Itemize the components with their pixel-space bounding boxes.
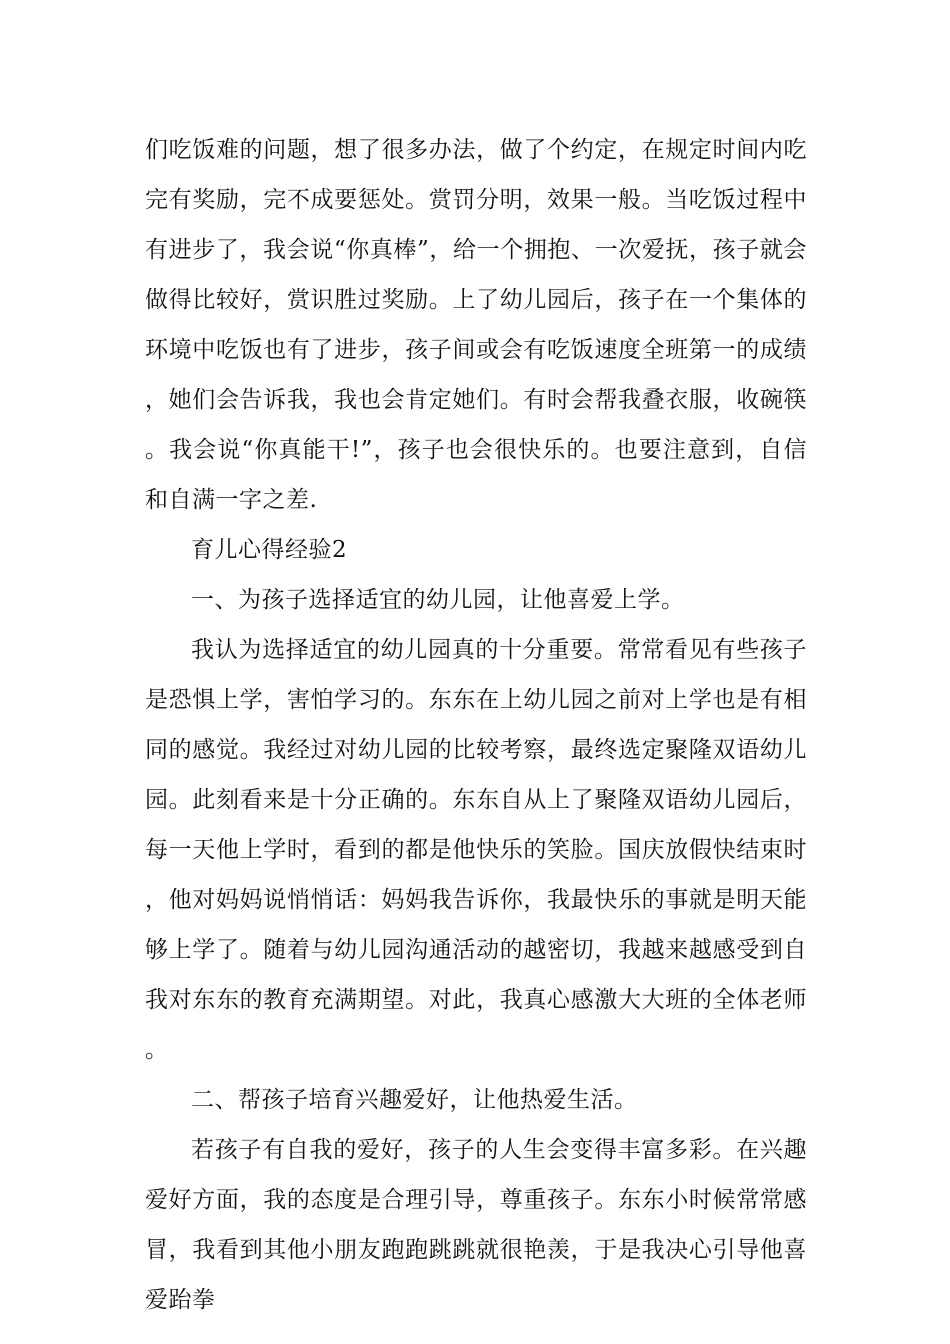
- body-paragraph-1: 们吃饭难的问题，想了很多办法，做了个约定，在规定时间内吃完有奖励，完不成要惩处。赏罚分明，效果一般。当吃饭过程中有进步了，我会说“你真棒”，给一个拥抱、一次爱抚，孩子就会做得比较好，赏识胜过奖励。上了幼儿园后，孩子在一个集体的环境中吃饭也有了进步，孩子间或会有吃饭速度全班第一的成绩，她们会告诉我，我也会肯定她们。有时会帮我叠衣服，收碗筷。我会说“你真能干!”，孩子也会很快乐的。也要注意到，自信和自满一字之差.: [145, 137, 807, 513]
- section-heading-experience-2: 育儿心得经验2: [191, 537, 348, 563]
- document-body: [145, 125, 807, 1325]
- body-paragraph-interests: 若孩子有自我的爱好，孩子的人生会变得丰富多彩。在兴趣爱好方面，我的态度是合理引导，尊重孩子。东东小时候常常感冒，我看到其他小朋友跑跑跳跳就很艳羡，于是我决心引导他喜爱跆拳: [145, 1137, 807, 1313]
- subheading-choose-kindergarten: 一、为孩子选择适宜的幼儿园，让他喜爱上学。: [191, 587, 685, 613]
- body-paragraph-kindergarten: 我认为选择适宜的幼儿园真的十分重要。常常看见有些孩子是恐惧上学，害怕学习的。东东在上幼儿园之前对上学也是有相同的感觉。我经过对幼儿园的比较考察，最终选定聚隆双语幼儿园。此刻看来是十分正确的。东东自从上了聚隆双语幼儿园后，每一天他上学时，看到的都是他快乐的笑脸。国庆放假快结束时，他对妈妈说悄悄话：妈妈我告诉你，我最快乐的事就是明天能够上学了。随着与幼儿园沟通活动的越密切，我越来越感受到自我对东东的教育充满期望。对此，我真心感激大大班的全体老师。: [145, 637, 807, 1063]
- subheading-cultivate-interests: 二、帮孩子培育兴趣爱好，让他热爱生活。: [191, 1087, 638, 1113]
